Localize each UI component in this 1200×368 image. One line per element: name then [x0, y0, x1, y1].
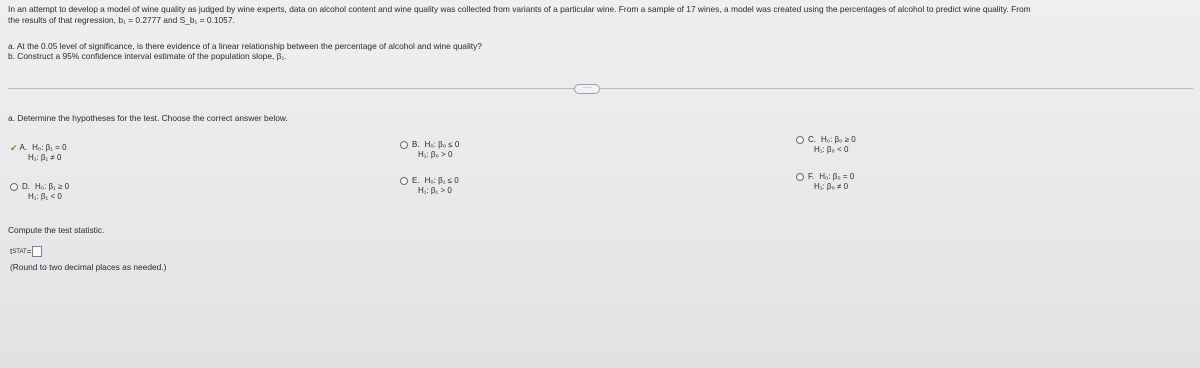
- option-letter: B.: [412, 140, 420, 149]
- intro-line-2: the results of that regression, b₁ = 0.2777 and S_b₁ = 0.1057.: [8, 14, 235, 25]
- section-divider: [8, 88, 1193, 89]
- radio-button[interactable]: [400, 141, 408, 149]
- tstat-row: [10, 246, 42, 257]
- option-d[interactable]: [10, 182, 69, 202]
- option-h0: H₀: β₁ = 0: [32, 143, 67, 152]
- option-h0: H₀: β₀ = 0: [819, 172, 855, 181]
- option-h1: H₁: β₀ > 0: [418, 150, 453, 159]
- option-letter: A.: [19, 143, 28, 152]
- radio-button[interactable]: [10, 183, 18, 191]
- radio-button[interactable]: [796, 136, 804, 144]
- part-a-question: a. At the 0.05 level of significance, is there evidence of a linear relationship between the percentage of alcohol and wine quality?: [8, 41, 482, 51]
- option-h1: H₁: β₀ ≠ 0: [814, 182, 849, 191]
- option-letter: E.: [412, 176, 420, 185]
- rounding-note: (Round to two decimal places as needed.): [10, 262, 167, 272]
- tstat-equals: =: [26, 247, 32, 256]
- tstat-label: t: [10, 247, 13, 256]
- hypotheses-instruction: a. Determine the hypotheses for the test. Choose the correct answer below.: [8, 113, 288, 123]
- option-h1: H₁: β₁ < 0: [28, 192, 62, 201]
- option-h1: H₁: β₁ ≠ 0: [28, 153, 62, 162]
- intro-line-1: In an attempt to develop a model of wine quality as judged by wine experts, data on alcohol content and wine quality was collected from variants of a particular wine. From a sample of 17 wines, a model was created using the percentages of alcohol to predict wine quality. From: [8, 4, 1031, 14]
- part-b-question: b. Construct a 95% confidence interval estimate of the population slope, β₁.: [8, 51, 287, 61]
- radio-button[interactable]: [796, 173, 804, 181]
- option-h0: H₀: β₀ ≤ 0: [424, 140, 460, 149]
- option-h0: H₀: β₀ ≥ 0: [821, 135, 856, 144]
- check-icon: ✔: [10, 143, 18, 153]
- compute-instruction: Compute the test statistic.: [8, 225, 105, 235]
- option-h0: H₀: β₁ ≤ 0: [424, 176, 459, 185]
- option-a[interactable]: [10, 143, 67, 163]
- radio-button[interactable]: [400, 177, 408, 185]
- option-letter: C.: [808, 135, 816, 144]
- option-h0: H₀: β₁ ≥ 0: [35, 182, 70, 191]
- option-c[interactable]: [796, 135, 856, 155]
- expand-more-button[interactable]: ·····: [574, 84, 600, 94]
- option-letter: F.: [808, 172, 815, 181]
- option-letter: D.: [22, 182, 30, 191]
- tstat-subscript: STAT: [12, 248, 27, 255]
- option-f[interactable]: [796, 172, 854, 192]
- tstat-answer-input[interactable]: [32, 246, 42, 257]
- option-h1: H₁: β₁ > 0: [418, 186, 452, 195]
- option-b[interactable]: [400, 140, 459, 160]
- problem-intro: [8, 4, 1193, 25]
- option-h1: H₁: β₀ < 0: [814, 145, 849, 154]
- option-e[interactable]: [400, 176, 459, 196]
